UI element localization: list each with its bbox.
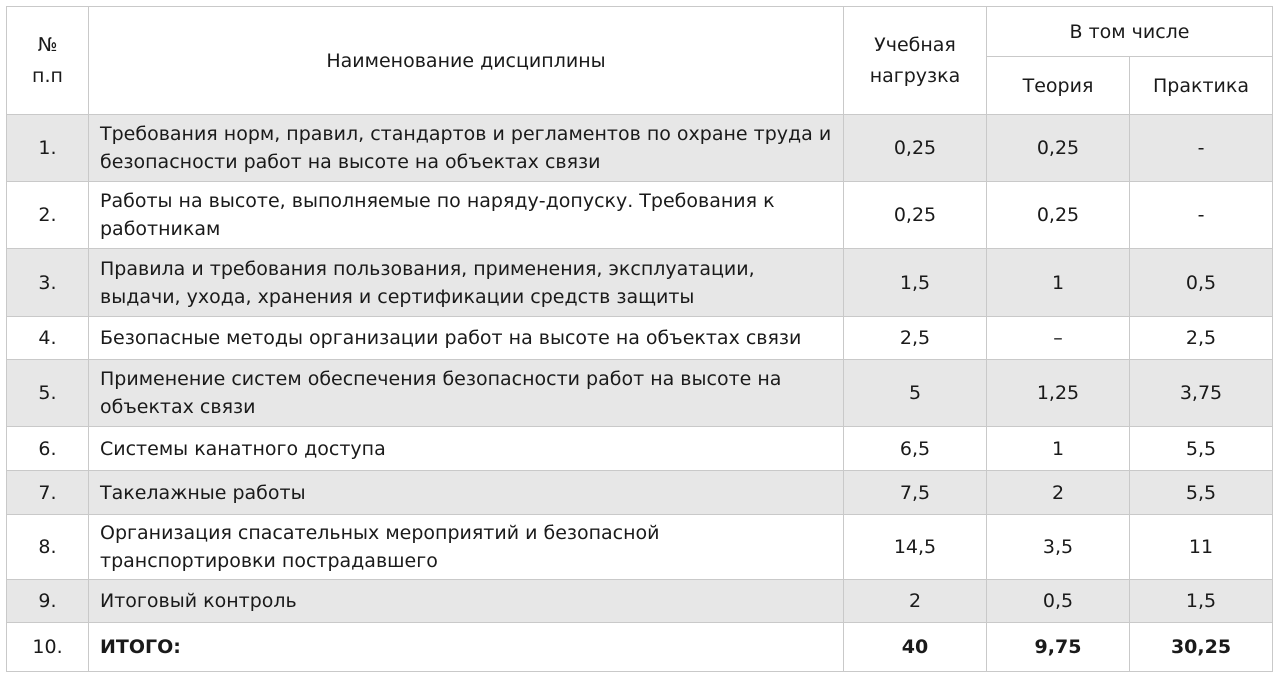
row-load: 6,5 [844,427,987,471]
row-theory: 0,5 [987,580,1130,623]
row-number: 6. [7,427,89,471]
header-practice: Практика [1130,57,1273,115]
header-load-line1: Учебная [874,33,956,56]
row-number: 8. [7,515,89,580]
row-load: 2 [844,580,987,623]
table-row [7,471,1273,515]
row-load: 7,5 [844,471,987,515]
row-discipline: Системы канатного доступа [89,427,844,471]
disciplines-table [6,6,1273,672]
row-load: 2,5 [844,317,987,360]
table-row [7,115,1273,182]
row-theory: 3,5 [987,515,1130,580]
row-discipline: Итоговый контроль [89,580,844,623]
row-practice: 3,75 [1130,360,1273,427]
row-number: 5. [7,360,89,427]
row-discipline: Безопасные методы организации работ на высоте на объектах связи [89,317,844,360]
row-discipline: Такелажные работы [89,471,844,515]
row-theory: 1 [987,427,1130,471]
header-number-line2: п.п [32,64,63,87]
table-row [7,249,1273,317]
total-theory: 9,75 [987,623,1130,672]
row-theory: 0,25 [987,115,1130,182]
row-theory: 1 [987,249,1130,317]
row-discipline: Организация спасательных мероприятий и безопасной транспортировки пострадавшего [89,515,844,580]
row-discipline: Работы на высоте, выполняемые по наряду-допуску. Требования к работникам [89,182,844,249]
table-row [7,427,1273,471]
row-practice: 2,5 [1130,317,1273,360]
row-theory: 2 [987,471,1130,515]
row-practice: 5,5 [1130,471,1273,515]
row-practice: 11 [1130,515,1273,580]
total-practice: 30,25 [1130,623,1273,672]
row-practice: - [1130,115,1273,182]
row-discipline: Правила и требования пользования, применения, эксплуатации, выдачи, ухода, хранения и сертификации средств защиты [89,249,844,317]
row-number: 7. [7,471,89,515]
row-practice: - [1130,182,1273,249]
row-practice: 1,5 [1130,580,1273,623]
table-row [7,580,1273,623]
table-row [7,182,1273,249]
row-practice: 5,5 [1130,427,1273,471]
row-practice: 0,5 [1130,249,1273,317]
total-load: 40 [844,623,987,672]
row-load: 5 [844,360,987,427]
header-number [7,7,89,115]
header-including: В том числе [987,7,1273,57]
table-row [7,360,1273,427]
row-number: 2. [7,182,89,249]
header-discipline: Наименование дисциплины [89,7,844,115]
row-number: 4. [7,317,89,360]
header-load-line2: нагрузка [869,64,961,87]
row-load: 0,25 [844,115,987,182]
table-row [7,317,1273,360]
total-number: 10. [7,623,89,672]
row-number: 9. [7,580,89,623]
row-discipline: Требования норм, правил, стандартов и регламентов по охране труда и безопасности работ на высоте на объектах связи [89,115,844,182]
total-label: ИТОГО: [89,623,844,672]
row-theory: 0,25 [987,182,1130,249]
row-number: 3. [7,249,89,317]
row-number: 1. [7,115,89,182]
row-load: 1,5 [844,249,987,317]
header-number-line1: № [37,33,58,56]
row-theory: – [987,317,1130,360]
row-load: 14,5 [844,515,987,580]
row-load: 0,25 [844,182,987,249]
total-row [7,623,1273,672]
table-row [7,515,1273,580]
row-discipline: Применение систем обеспечения безопасности работ на высоте на объектах связи [89,360,844,427]
table-body [7,115,1273,672]
header-theory: Теория [987,57,1130,115]
row-theory: 1,25 [987,360,1130,427]
header-load [844,7,987,115]
